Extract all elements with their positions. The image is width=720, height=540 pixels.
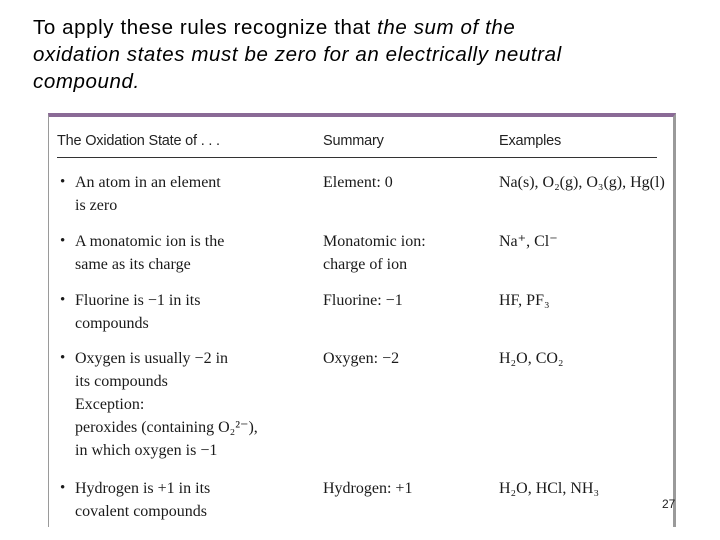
intro-text-italic-line2: oxidation states must be zero for an electrically neutral [33, 43, 562, 66]
intro-text-italic: the sum of the [377, 16, 516, 39]
examples-line: HF, PF₃ [499, 292, 550, 309]
intro-paragraph [33, 14, 666, 95]
rule-line: Oxygen is usually −2 in [75, 350, 229, 367]
rule-line: same as its charge [75, 256, 191, 273]
examples-cell [499, 347, 669, 370]
rule-line: Hydrogen is +1 in its [75, 480, 211, 497]
header-rule: The Oxidation State of . . . [57, 133, 220, 149]
rule-line: An atom in an element [75, 174, 221, 191]
examples-cell [499, 171, 669, 194]
examples-cell [499, 230, 669, 253]
summary-cell [323, 171, 493, 194]
summary-line: Element: 0 [323, 174, 393, 191]
header-summary: Summary [323, 133, 384, 149]
rule-line: compounds [75, 315, 149, 332]
rule-line: Exception: [75, 396, 145, 413]
summary-cell [323, 347, 493, 370]
summary-cell [323, 230, 493, 276]
page-number: 27 [662, 497, 676, 511]
oxidation-state-table-image [48, 113, 676, 527]
rule-cell [75, 347, 315, 462]
examples-line: H₂O, HCl, NH₃ [499, 480, 600, 497]
rule-line: peroxides (containing O₂²⁻), [75, 419, 258, 436]
summary-line: Monatomic ion: [323, 233, 426, 250]
summary-line: Oxygen: −2 [323, 350, 400, 367]
intro-text-italic-line3: compound. [33, 70, 140, 93]
rule-line: in which oxygen is −1 [75, 442, 218, 459]
bullet: • [60, 350, 66, 366]
examples-line: Na(s), O₂(g), O₃(g), Hg(l) [499, 174, 665, 191]
summary-cell [323, 289, 493, 312]
rule-line: Fluorine is −1 in its [75, 292, 201, 309]
examples-line: Na⁺, Cl⁻ [499, 233, 558, 250]
rule-cell [75, 230, 315, 276]
examples-cell [499, 289, 669, 312]
examples-line: H₂O, CO₂ [499, 350, 564, 367]
bullet: • [60, 480, 66, 496]
rule-line: covalent compounds [75, 503, 207, 520]
summary-line: Hydrogen: +1 [323, 480, 413, 497]
bullet: • [60, 233, 66, 249]
summary-line: charge of ion [323, 256, 408, 273]
bullet: • [60, 174, 66, 190]
examples-cell [499, 477, 669, 500]
rule-line: A monatomic ion is the [75, 233, 225, 250]
summary-line: Fluorine: −1 [323, 292, 403, 309]
rule-line: its compounds [75, 373, 168, 390]
rule-cell [75, 289, 315, 335]
intro-text-normal: To apply these rules recognize that [33, 16, 378, 39]
rule-cell [75, 477, 315, 523]
bullet: • [60, 292, 66, 308]
rule-cell [75, 171, 315, 217]
rule-line: is zero [75, 197, 118, 214]
header-examples: Examples [499, 133, 562, 149]
header-divider [57, 157, 657, 158]
summary-cell [323, 477, 493, 500]
